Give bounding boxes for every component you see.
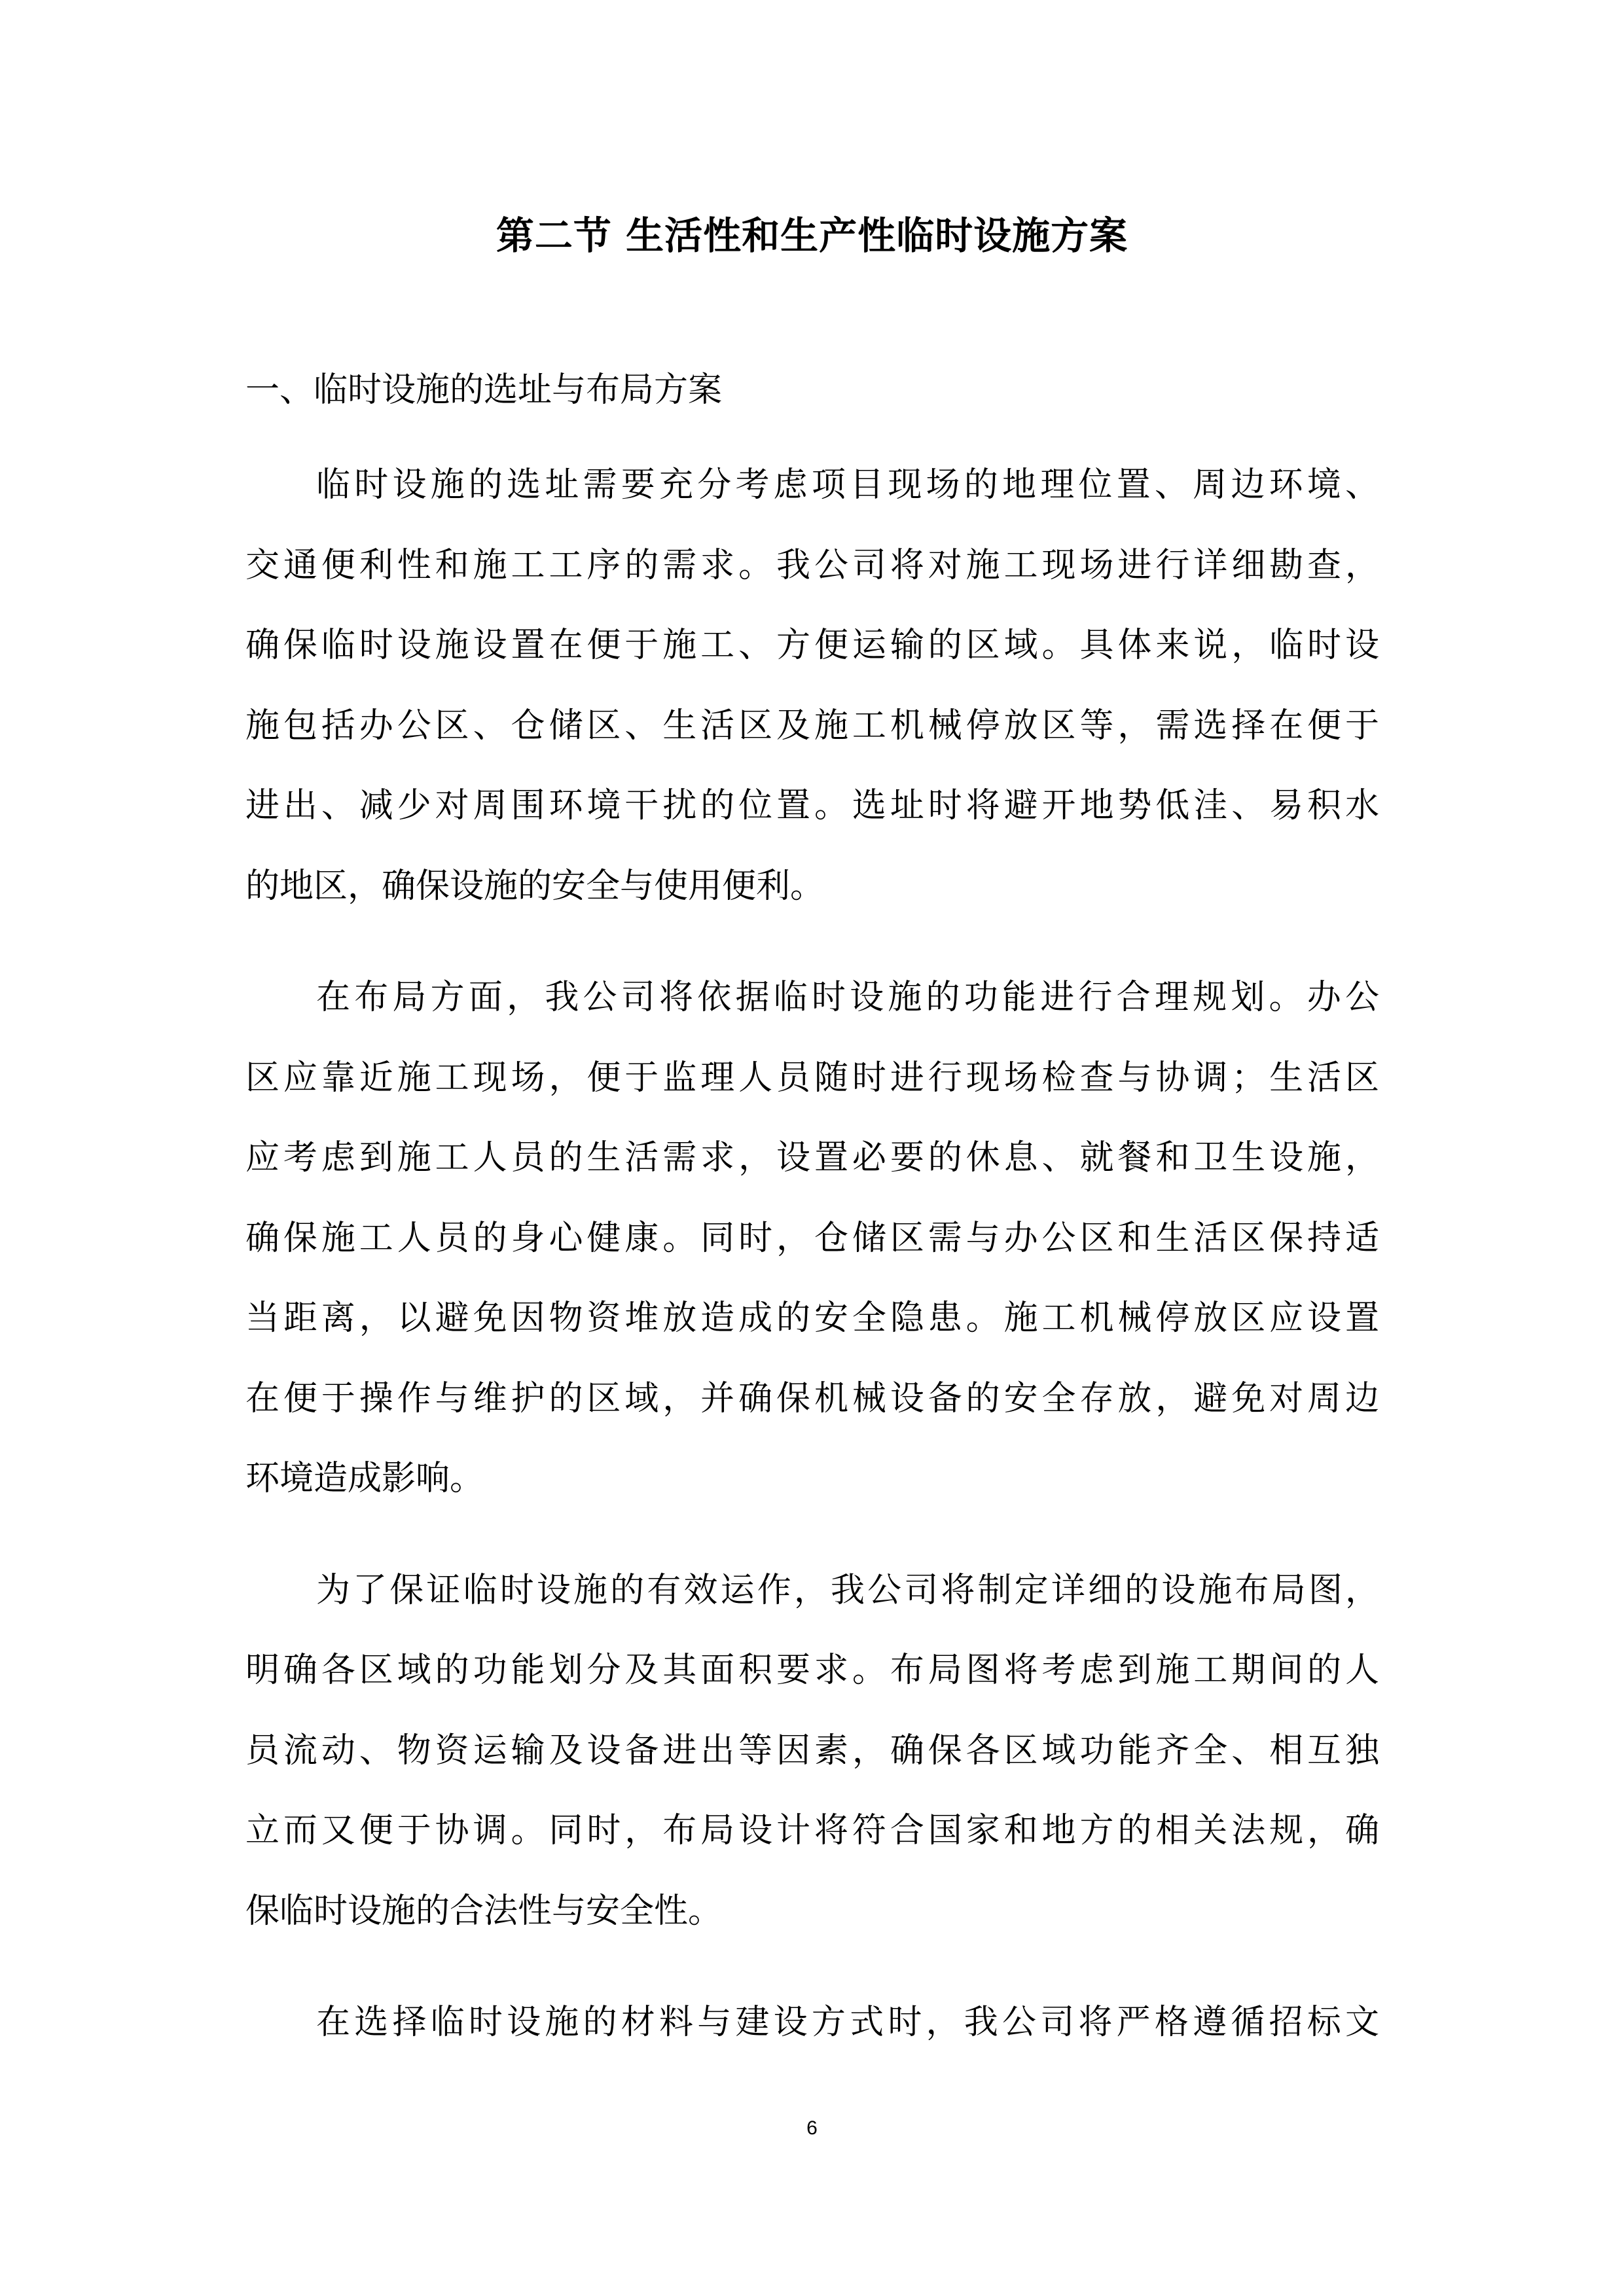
text-line: 施包括办公区、仓储区、生活区及施工机械停放区等，需选择在便于 bbox=[245, 706, 1379, 745]
text-line: 临时设施的选址需要充分考虑项目现场的地理位置、周边环境、 bbox=[316, 465, 1379, 505]
text-line: 应考虑到施工人员的生活需求，设置必要的休息、就餐和卫生设施， bbox=[245, 1138, 1379, 1177]
text-line: 区应靠近施工现场，便于监理人员随时进行现场检查与协调；生活区 bbox=[245, 1058, 1379, 1098]
text-line: 在布局方面，我公司将依据临时设施的功能进行合理规划。办公 bbox=[316, 978, 1379, 1017]
text-line: 员流动、物资运输及设备进出等因素，确保各区域功能齐全、相互独 bbox=[245, 1731, 1379, 1770]
paragraph-site-selection bbox=[245, 445, 1379, 926]
subsection-heading: 一、临时设施的选址与布局方案 bbox=[245, 370, 723, 410]
section-title: 第二节 生活性和生产性临时设施方案 bbox=[496, 213, 1128, 258]
text-line: 的地区，确保设施的安全与使用便利。 bbox=[245, 866, 825, 906]
text-line: 确保临时设施设置在便于施工、方便运输的区域。具体来说，临时设 bbox=[245, 626, 1379, 665]
paragraph-layout-drawing bbox=[245, 1551, 1379, 1952]
text-line: 环境造成影响。 bbox=[245, 1459, 484, 1498]
text-line: 交通便利性和施工工序的需求。我公司将对施工现场进行详细勘查， bbox=[245, 545, 1379, 585]
text-line: 在便于操作与维护的区域，并确保机械设备的安全存放，避免对周边 bbox=[245, 1378, 1379, 1418]
paragraph-layout-planning bbox=[245, 958, 1379, 1519]
text-line: 立而又便于协调。同时，布局设计将符合国家和地方的相关法规，确 bbox=[245, 1811, 1379, 1850]
paragraph-materials bbox=[245, 1982, 1379, 2063]
page-number: 6 bbox=[806, 2117, 818, 2139]
text-line: 为了保证临时设施的有效运作，我公司将制定详细的设施布局图， bbox=[316, 1570, 1379, 1610]
text-line: 进出、减少对周围环境干扰的位置。选址时将避开地势低洼、易积水 bbox=[245, 786, 1379, 825]
text-line: 保临时设施的合法性与安全性。 bbox=[245, 1891, 723, 1931]
text-line: 当距离，以避免因物资堆放造成的安全隐患。施工机械停放区应设置 bbox=[245, 1299, 1379, 1338]
text-line: 明确各区域的功能划分及其面积要求。布局图将考虑到施工期间的人 bbox=[245, 1651, 1379, 1690]
document-body bbox=[245, 367, 1379, 2094]
text-line: 在选择临时设施的材料与建设方式时，我公司将严格遵循招标文 bbox=[316, 2003, 1379, 2042]
text-line: 确保施工人员的身心健康。同时，仓储区需与办公区和生活区保持适 bbox=[245, 1218, 1379, 1258]
